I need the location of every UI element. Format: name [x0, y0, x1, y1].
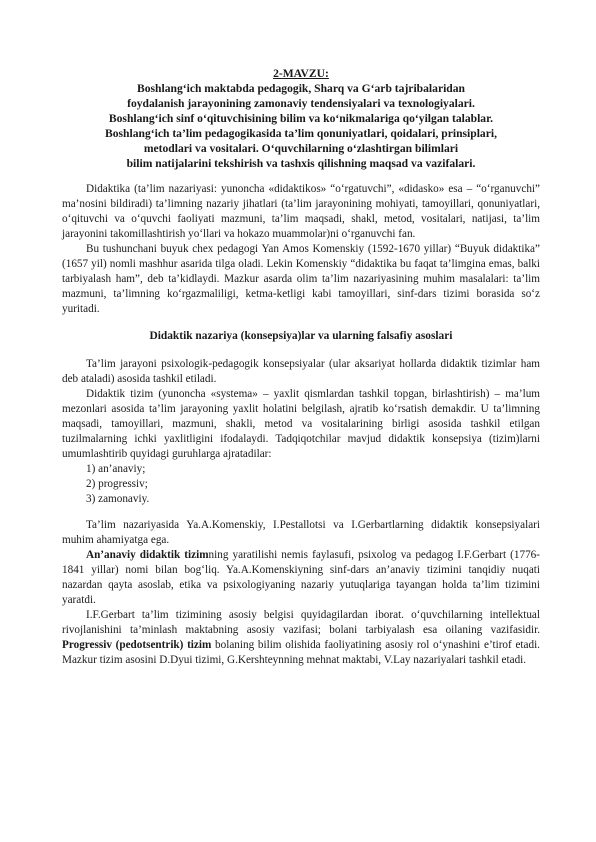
- paragraph-5-text-b: bolaning bilim olishida faoliyatining asosiy rol o‘ynashini e’tirof etadi. Mazkur tizim asosini D.Dyui tizimi, G.Kershteynning mehnat maktabi, V.Lay nazariyalari tashkil etadi.: [62, 639, 540, 666]
- heading-line-3: Boshlang‘ich sinf o‘qituvchisining bilim va ko‘nikmalariga qo‘yilgan talablar.: [108, 112, 494, 125]
- paragraph-5-text-a: I.F.Gerbart ta’lim tizimining asosiy belgisi quyidagilardan iborat. o‘quvchilarning intellektual rivojlanishini ta’minlash maktabning asosiy vazifasi; bolani tarbiyalash esa oilaning vazifasidir.: [62, 609, 540, 636]
- document-page: [62, 66, 540, 668]
- paragraph-4-text: ning yaratilishi nemis faylasufi, psixolog va pedagog I.F.Gerbart (1776-1841 yillar) nomi bilan bog‘liq. Ya.A.Komenskiyning sinf-dars an’anaviy tizimini tanqidiy nuqati nazardan qayta asoslab, etika va psixologiyaning nazariy yutuqlariga tayangan holda ta’lim tizimini yaratdi.: [62, 549, 541, 606]
- term-traditional-system: An’anaviy didaktik tizim: [86, 549, 209, 561]
- heading-line-5: metodlari va vositalari. O‘quvchilarning o‘zlashtirgan bilimlari: [143, 142, 459, 155]
- list-item: 3) zamonaviy.: [86, 493, 150, 505]
- section-paragraph-1: Ta’lim jarayoni psixologik-pedagogik konsepsiyalar (ular aksariyat hollarda didaktik tizimlar ham deb ataladi) asosida tashkil etiladi.: [62, 358, 540, 385]
- topic-number: 2-MAVZU:: [273, 67, 329, 80]
- heading-line-6: bilim natijalarini tekshirish va tashxis qilishning maqsad va vazifalari.: [126, 157, 476, 170]
- section-paragraph-2: Didaktik tizim (yunoncha «systema» – yaxlit qismlardan tashkil topgan, birlashtirish) – ma’lum mezonlari asosida ta’lim jarayoning yaxlit holatini belgilash, ajratib ko‘rsatish demakdir. U ta’limning maqsadi, tamoyillari, mazmuni, shakli, metod va vositalarining birligi asosida tashkil etilgan tuzilmalarning ichki yaxlitligini ifodalaydi. Tadqiqotchilar mavjud didaktik konsepsiya (tizim)larni umumlashtirib quyidagi guruhlarga ajratadilar:: [62, 388, 540, 460]
- section-paragraph-4: [62, 548, 540, 608]
- intro-paragraph-2: Bu tushunchani buyuk chex pedagogi Yan Amos Komenskiy (1592-1670 yillar) “Buyuk didaktika” (1657 yil) nomli mashhur asarida tilga oladi. Lekin Komenskiy “didaktika bu faqat ta’limgina emas, balki tarbiyalash ham”, deb ta’kidlaydi. Mazkur asarda olim ta’lim nazariyasining muhim masalalari: ta’lim mazmuni, ta’limning ko‘rgazmaliligi, ketma-ketligi kabi tamoyillari, sinf-dars tizimi borasida so‘z yuritadi.: [62, 243, 540, 315]
- heading-line-1: Boshlang‘ich maktabda pedagogik, Sharq va G‘arb tajribalaridan: [136, 82, 466, 95]
- heading-line-4: Boshlang‘ich ta’lim pedagogikasida ta’lim qonuniyatlari, qoidalari, prinsiplari,: [105, 127, 497, 140]
- intro-paragraph-1: Didaktika (ta’lim nazariyasi: yunoncha «didaktikos» “o‘rgatuvchi”, «didasko» esa – “o‘rganuvchi” ma’nosini bildiradi) ta’limning nazariy jihatlari (ta’lim jarayonining mohiyati, tamoyillari, qonuniyatlari, o‘qituvchi va o‘quvchi faoliyati mazmuni, ta’lim maqsadi, shakl, metod, vositalari, natijasi, ta’lim jarayonini takomillashtirish yo‘llari va hokazo muammolar)ni o‘rganuvchi fan.: [62, 183, 540, 240]
- document-heading: [62, 66, 540, 171]
- heading-line-2: foydalanish jarayonining zamonaviy tendensiyalari va texnologiyalari.: [127, 97, 475, 110]
- list-item: 1) an’anaviy;: [86, 463, 146, 475]
- section-paragraph-5: [62, 608, 540, 668]
- term-progressive-system: Progressiv (pedotsentrik) tizim: [62, 639, 212, 651]
- section-title: Didaktik nazariya (konsepsiya)lar va ularning falsafiy asoslari: [149, 330, 453, 342]
- list-item: 2) progressiv;: [86, 478, 148, 490]
- section-paragraph-3: Ta’lim nazariyasida Ya.A.Komenskiy, I.Pestallotsi va I.Gerbartlarning didaktik konsepsiyalari muhim ahamiyatga ega.: [62, 519, 540, 546]
